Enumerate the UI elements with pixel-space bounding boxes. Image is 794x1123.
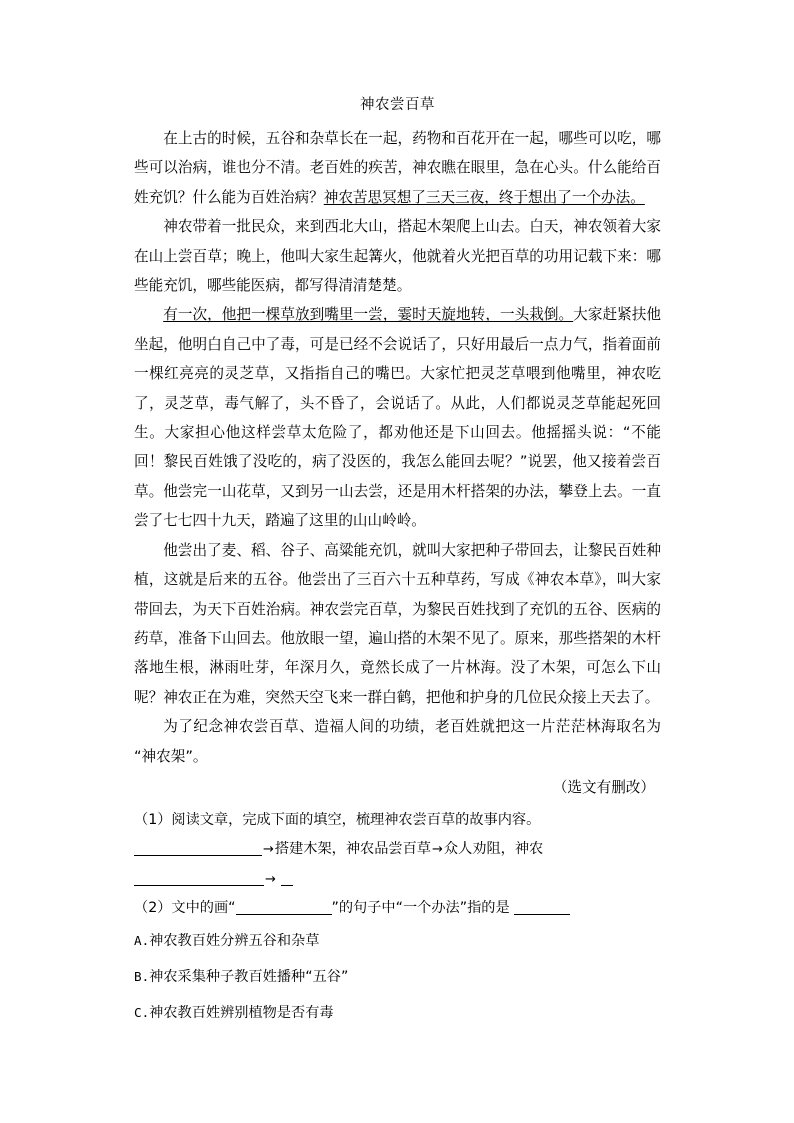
page-title: 神农尝百草: [360, 97, 435, 113]
paragraph-3-run-2: 大家赶紧扶他坐起，他明白自己中了毒，可是已经不会说话了，只好用最后一点力气，指着面前一棵红亮亮的灵芝草，又指指自己的嘴巴。大家忙把灵芝草喂到他嘴里，神农吃了，灵芝草，毒气解了，头不昏了，会说话了。从此，人们都说灵芝草能起死回生。大家担心他这样尝草太危险了，都劝他还是下山回去。他摇摇头说：“不能回！黎民百姓饿了没吃的，病了没医的，我怎么能回去呢？”说罢，他又接着尝百草。他尝完一山花草，又到另一山去尝，还是用木杆搭架的办法，攀登上去。一直尝了七七四十九天，踏遍了这里的山山岭岭。: [134, 306, 661, 530]
option-b-tag: B.: [134, 968, 150, 984]
question-2-number: （2）: [134, 900, 172, 917]
option-c-label: 神农教百姓辨别植物是否有毒: [149, 1004, 334, 1021]
paragraph-1: [134, 124, 661, 212]
question-2-middle: ”的句子中“一个办法”指的是: [331, 900, 510, 917]
question-1-prompt: [134, 806, 661, 835]
option-a-tag: A.: [134, 932, 150, 948]
paragraph-5: [134, 712, 661, 771]
flow-arrow-2: →: [431, 841, 443, 857]
flow-blank-3[interactable]: [281, 885, 293, 886]
flow-arrow-1: →: [263, 841, 274, 857]
paragraph-1-underlined-run: 神农苦思冥想了三天三夜，终于想出了一个办法。: [323, 188, 645, 206]
question-2-prompt: [134, 894, 661, 923]
flow-blank-2[interactable]: [134, 885, 264, 886]
question-1-flow: [134, 835, 661, 894]
document-body: [134, 92, 661, 1031]
question-1-text: 阅读文章，完成下面的填空，梳理神农尝百草的故事内容。: [171, 812, 541, 829]
paragraph-4-run-1: 他尝出了麦、稻、谷子、高粱能充饥，就叫大家把种子带回去，让黎民百姓种植，这就是后来的五谷。他尝出了三百六十五种草药，写成《神农本草》，叫大家带回去，为天下百姓治病。神农尝完百草，为黎民百姓找到了充饥的五谷、医病的药草，准备下山回去。他放眼一望，遍山搭的木架不见了。原来，那些搭架的木杆落地生根，淋雨吐芽，年深月久，竟然长成了一片林海。没了木架，可怎么下山呢？神农正在为难，突然天空飞来一群白鹤，把他和护身的几位民众接上天去了。: [134, 541, 661, 706]
flow-step-3: 众人劝阻，神农: [443, 840, 544, 857]
option-c[interactable]: [134, 995, 661, 1031]
option-a-label: 神农教百姓分辨五谷和杂草: [149, 932, 320, 949]
flow-blank-1[interactable]: [134, 855, 262, 856]
paragraph-4: [134, 536, 661, 712]
paragraph-1-run-1: 在上古的时候，五谷和杂草长在一起，药物和百花开在一起，哪些可以吃，哪些可以治病，谁也分不清。老百姓的疾苦，神农瞧在眼里，急在心头。什么能给百姓充饥？什么能为百姓治病？: [134, 130, 661, 206]
question-2-quote-blank[interactable]: [236, 914, 332, 915]
option-b[interactable]: [134, 959, 661, 995]
flow-arrow-3: →: [265, 871, 276, 887]
paragraph-2: [134, 212, 661, 300]
source-note: （选文有删改）: [552, 778, 655, 796]
question-1-number: （1）: [134, 812, 172, 829]
option-c-tag: C.: [134, 1004, 150, 1020]
question-2-answer-blank[interactable]: [514, 914, 570, 915]
paragraph-5-run-1: 为了纪念神农尝百草、造福人间的功绩，老百姓就把这一片茫茫林海取名为“神农架”。: [134, 718, 661, 765]
question-block: [134, 806, 661, 1030]
option-a[interactable]: [134, 923, 661, 959]
paragraph-3: [134, 300, 661, 535]
question-2-prefix: 文中的画“: [171, 900, 236, 917]
flow-step-2: 搭建木架，神农品尝百草: [274, 840, 431, 857]
paragraph-2-run-1: 神农带着一批民众，来到西北大山，搭起木架爬上山去。白天，神农领着大家在山上尝百草；晚上，他叫大家生起篝火，他就着火光把百草的功用记载下来：哪些能充饥，哪些能医病，都写得清清楚楚。: [134, 218, 661, 295]
paragraph-3-underlined-run: 有一次，他把一棵草放到嘴里一尝，霎时天旋地转，一头栽倒。: [163, 306, 574, 324]
option-b-label: 神农采集种子教百姓播种“五谷”: [149, 968, 349, 985]
